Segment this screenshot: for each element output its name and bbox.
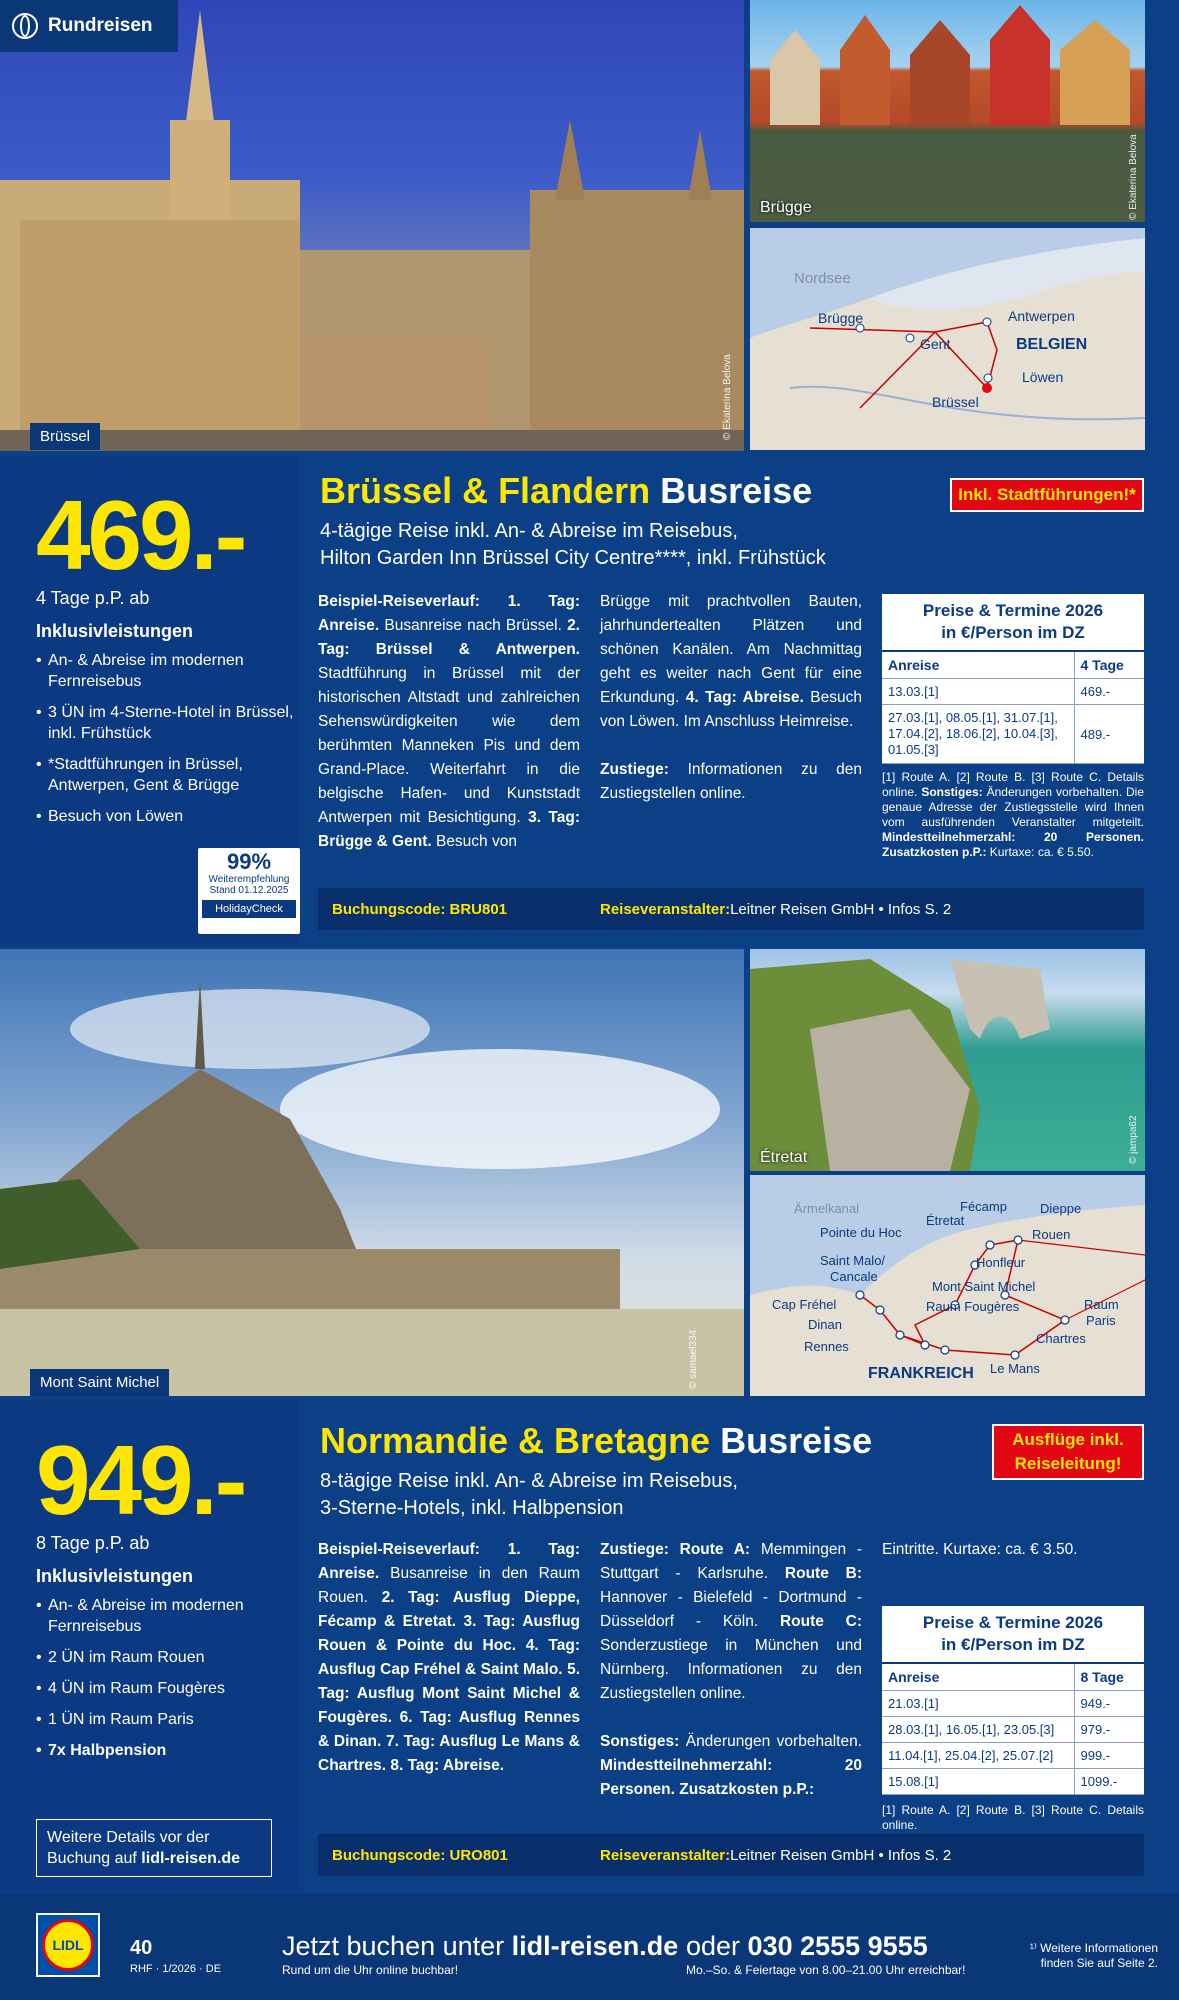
offer-note: [1] Route A. [2] Route B. [3] Route C. Details online. bbox=[882, 1803, 1144, 1832]
list-item: • An- & Abreise im modernen Fernreisebus bbox=[36, 1595, 298, 1637]
book-sub: Rund um die Uhr online buchbar! bbox=[282, 1963, 459, 1977]
map-city-loewen: Löwen bbox=[1022, 369, 1064, 385]
price-table-1 bbox=[882, 594, 1144, 764]
caption-mont: Mont Saint Michel bbox=[30, 1369, 169, 1396]
holidaycheck-pct: 99% bbox=[226, 849, 272, 874]
photo-bruessel bbox=[0, 0, 744, 451]
map-city-mont-saint-michel: Mont Saint Michel bbox=[932, 1279, 1036, 1294]
map-city-dinan: Dinan bbox=[808, 1317, 842, 1332]
book-line: Jetzt buchen unter lidl-reisen.de bbox=[282, 1931, 679, 1961]
map-city-rennes: Rennes bbox=[804, 1339, 849, 1354]
col-header-anreise: Anreise bbox=[882, 652, 1074, 679]
price-table-2 bbox=[882, 1606, 1144, 1795]
itinerary-col-3: Eintritte. Kurtaxe: ca. € 3.50. bbox=[882, 1541, 1078, 1558]
price-sub: 4 Tage p.P. ab bbox=[36, 588, 150, 608]
photo-credit: © Ekaterina Belova bbox=[1128, 134, 1139, 220]
photo-credit: © Ekaterina Belova bbox=[722, 354, 733, 440]
map-city-antwerpen: Antwerpen bbox=[1008, 308, 1075, 324]
map-city-rouen: Rouen bbox=[1032, 1227, 1071, 1242]
inclusive-list bbox=[36, 1595, 298, 1761]
map-city-raum-fougeres: Raum Fougères bbox=[926, 1299, 1020, 1314]
caption-bruegge: Brügge bbox=[760, 199, 812, 216]
map-country-label: FRANKREICH bbox=[868, 1365, 974, 1382]
list-item: • *Stadtführungen in Brüssel, Antwerpen, Gent & Brügge bbox=[36, 754, 298, 796]
map-city-chartres: Chartres bbox=[1036, 1331, 1086, 1346]
phone-line: oder 030 2555 9555 bbox=[686, 1931, 928, 1961]
map-country-label: BELGIEN bbox=[1016, 336, 1088, 353]
list-item: • Besuch von Löwen bbox=[36, 806, 298, 827]
badge: Inkl. Stadtführungen!* bbox=[950, 478, 1144, 512]
offer-title: Normandie & Bretagne Busreise bbox=[320, 1420, 873, 1461]
organizer-label: Reiseveranstalter: bbox=[600, 1846, 731, 1864]
list-item: • 1 ÜN im Raum Paris bbox=[36, 1709, 298, 1730]
itinerary-col-2: Brügge mit prachtvollen Bauten, jahrhundertealten Plätzen und schönen Kanälen. Am Nachmittag geht es weiter nach Gent für eine Erkundung. 4. Tag: Abreise. Besuch von Löwen. Im Anschluss Heimreise. Zustiege: Informationen zu den Zustiegstellen online. bbox=[600, 593, 862, 802]
map-city-raum: Raum bbox=[1084, 1297, 1119, 1312]
inclusive-heading: Inklusivleistungen bbox=[36, 621, 194, 641]
organizer-value: Leitner Reisen GmbH • Infos S. 2 bbox=[730, 1846, 952, 1864]
itinerary-col-1: Beispiel-Reiseverlauf: 1. Tag: Anreise. Busanreise in den Raum Rouen. 2. Tag: Ausflug Dieppe, Fécamp & Etretat. 3. Tag: Ausflug Rouen & Pointe du Hoc. 4. Tag: Ausflug Cap Fréhel & Saint Malo. 5. Tag: Ausflug Mont Saint Michel & Fougères. 6. Tag: Ausflug Rennes & Dinan. 7. Tag: Ausflug Le Mans & Chartres. 8. Tag: Abreise. bbox=[318, 1541, 580, 1774]
table-row: 27.03.[1], 08.05.[1], 31.07.[1], 17.04.[2], 18.06.[2], 10.04.[3], 01.05.[3] 489.- bbox=[882, 705, 1144, 764]
booking-bar-2 bbox=[318, 1834, 1144, 1876]
map-city-cancale: Cancale bbox=[830, 1269, 878, 1284]
map-frankreich bbox=[750, 1175, 1145, 1396]
holidaycheck-badge bbox=[198, 848, 300, 934]
photo-credit: © jampa62 bbox=[1128, 1115, 1139, 1164]
map-city-honfleur: Honfleur bbox=[976, 1255, 1026, 1270]
map-city-paris: Paris bbox=[1086, 1313, 1116, 1328]
issue: RHF · 1/2026 · DE bbox=[130, 1963, 222, 1975]
booking-code[interactable]: Buchungscode: BRU801 bbox=[332, 900, 508, 918]
booking-bar-1 bbox=[318, 888, 1144, 930]
price-sub: 8 Tage p.P. ab bbox=[36, 1533, 150, 1553]
col-header-tage: 8 Tage bbox=[1074, 1664, 1144, 1691]
list-item: • 7x Halbpension bbox=[36, 1740, 298, 1761]
inclusive-heading: Inklusivleistungen bbox=[36, 1566, 194, 1586]
table-row: 13.03.[1] 469.- bbox=[882, 679, 1144, 705]
col-header-anreise: Anreise bbox=[882, 1664, 1074, 1691]
lidl-logo[interactable]: LIDL bbox=[36, 1913, 100, 1977]
price-table-title: Preise & Termine 2026 in €/Person im DZ bbox=[882, 1606, 1144, 1664]
badge: Ausflüge inkl. Reiseleitung! bbox=[992, 1424, 1144, 1480]
organizer-label: Reiseveranstalter: bbox=[600, 900, 731, 918]
map-city-bruessel: Brüssel bbox=[932, 394, 979, 410]
list-item: • 4 ÜN im Raum Fougères bbox=[36, 1678, 298, 1699]
map-city-cap-frehel: Cap Fréhel bbox=[772, 1297, 837, 1312]
photo-credit: © samael334 bbox=[688, 1329, 699, 1389]
phone-sub: Mo.–So. & Feiertage von 8.00–21.00 Uhr erreichbar! bbox=[686, 1963, 966, 1977]
footer bbox=[0, 1893, 1179, 2000]
phone-number[interactable]: 030 2555 9555 bbox=[747, 1931, 928, 1961]
list-item: • 3 ÜN im 4-Sterne-Hotel in Brüssel, inkl. Frühstück bbox=[36, 702, 298, 744]
book-url[interactable]: lidl-reisen.de bbox=[511, 1931, 679, 1961]
offer-subtitle: 8-tägige Reise inkl. An- & Abreise im Reisebus, 3-Sterne-Hotels, inkl. Halbpension bbox=[320, 1470, 738, 1519]
table-row: 21.03.[1] 949.- bbox=[882, 1691, 1144, 1717]
holidaycheck-brand: HolidayCheck bbox=[202, 900, 296, 918]
photo-etretat bbox=[750, 949, 1145, 1171]
page-number: 40 bbox=[130, 1937, 153, 1959]
footer-info: ¹⁾ Weitere Informationen finden Sie auf Seite 2. bbox=[1029, 1941, 1158, 1970]
table-row: 28.03.[1], 16.05.[1], 23.05.[3] 979.- bbox=[882, 1717, 1144, 1743]
offer-note: [1] Route A. [2] Route B. [3] Route C. Details online. Sonstiges: Änderungen vorbehalten. Die genaue Adresse der Zustiegsstelle wird Ihnen vom ausführenden Veranstalter mitgeteilt. Mindestteilnehmerzahl: 20 Personen. Zusatzkosten p.P.: Kurtaxe: ca. € 5.50. bbox=[882, 770, 1144, 859]
price: 949.- bbox=[36, 1425, 245, 1535]
offer-title: Brüssel & Flandern Busreise bbox=[320, 470, 813, 511]
map-city-gent: Gent bbox=[920, 336, 951, 352]
photo-mont-saint-michel bbox=[0, 949, 744, 1396]
price: 469.- bbox=[36, 480, 245, 590]
price-panel-2 bbox=[0, 1401, 298, 1889]
details-url[interactable]: lidl-reisen.de bbox=[141, 1850, 240, 1867]
booking-code[interactable]: Buchungscode: URO801 bbox=[332, 1846, 508, 1864]
col-header-tage: 4 Tage bbox=[1074, 652, 1144, 679]
inclusive-list bbox=[36, 650, 298, 827]
price-table-title: Preise & Termine 2026 in €/Person im DZ bbox=[882, 594, 1144, 652]
itinerary-col-2: Zustiege: Route A: Memmingen - Stuttgart - Karlsruhe. Route B: Hannover - Bielefeld - Dortmund - Düsseldorf - Köln. Route C: Sonderzustiege in München und Nürnberg. Informationen zu den Zustiegstellen online. Sonstiges: Änderungen vorbehalten. Mindestteilnehmerzahl: 20 Personen. Zusatzkosten p.P.: bbox=[600, 1541, 863, 1798]
section-label: Rundreisen bbox=[48, 15, 153, 36]
map-city-le-mans: Le Mans bbox=[990, 1361, 1040, 1376]
map-city-bruegge: Brügge bbox=[818, 310, 864, 326]
section-tag bbox=[0, 0, 178, 52]
caption-etretat: Étretat bbox=[760, 1149, 808, 1166]
map-city-saint-malo: Saint Malo/ bbox=[820, 1253, 886, 1268]
map-city-dieppe: Dieppe bbox=[1040, 1201, 1082, 1216]
map-belgien bbox=[750, 228, 1145, 450]
map-city-pointe-du-hoc: Pointe du Hoc bbox=[820, 1225, 902, 1240]
offer-subtitle: 4-tägige Reise inkl. An- & Abreise im Reisebus, Hilton Garden Inn Brüssel City Centre****, inkl. Frühstück bbox=[320, 520, 826, 569]
table-row: 15.08.[1] 1099.- bbox=[882, 1769, 1144, 1795]
caption-bruessel: Brüssel bbox=[30, 423, 100, 450]
itinerary-col-1: Beispiel-Reiseverlauf: 1. Tag: Anreise. Busanreise nach Brüssel. 2. Tag: Brüssel & Antwerpen. Stadtführung in Brüssel mit der historischen Altstadt und zahlreichen Sehenswürdigkeiten wie dem berühmten Manneken Pis und dem Grand-Place. Weiterfahrt in die belgische Hafen- und Kunststadt Antwerpen mit Besichtigung. 3. Tag: Brügge & Gent. Besuch von bbox=[318, 593, 580, 850]
list-item: • 2 ÜN im Raum Rouen bbox=[36, 1647, 298, 1668]
map-city-etretat: Étretat bbox=[926, 1213, 965, 1228]
holidaycheck-line1: Weiterempfehlung bbox=[208, 874, 290, 885]
table-row: 11.04.[1], 25.04.[2], 25.07.[2] 999.- bbox=[882, 1743, 1144, 1769]
organizer-value: Leitner Reisen GmbH • Infos S. 2 bbox=[730, 900, 952, 918]
details-link-box[interactable]: Weitere Details vor der Buchung auf lidl-reisen.de bbox=[36, 1819, 272, 1877]
photo-bruegge bbox=[750, 0, 1145, 222]
holidaycheck-line2: Stand 01.12.2025 bbox=[209, 885, 289, 896]
list-item: • An- & Abreise im modernen Fernreisebus bbox=[36, 650, 298, 692]
map-sea-label: Ärmelkanal bbox=[794, 1201, 860, 1216]
map-city-fecamp: Fécamp bbox=[960, 1199, 1007, 1214]
globe-icon bbox=[12, 13, 38, 39]
map-sea-label: Nordsee bbox=[794, 270, 851, 287]
